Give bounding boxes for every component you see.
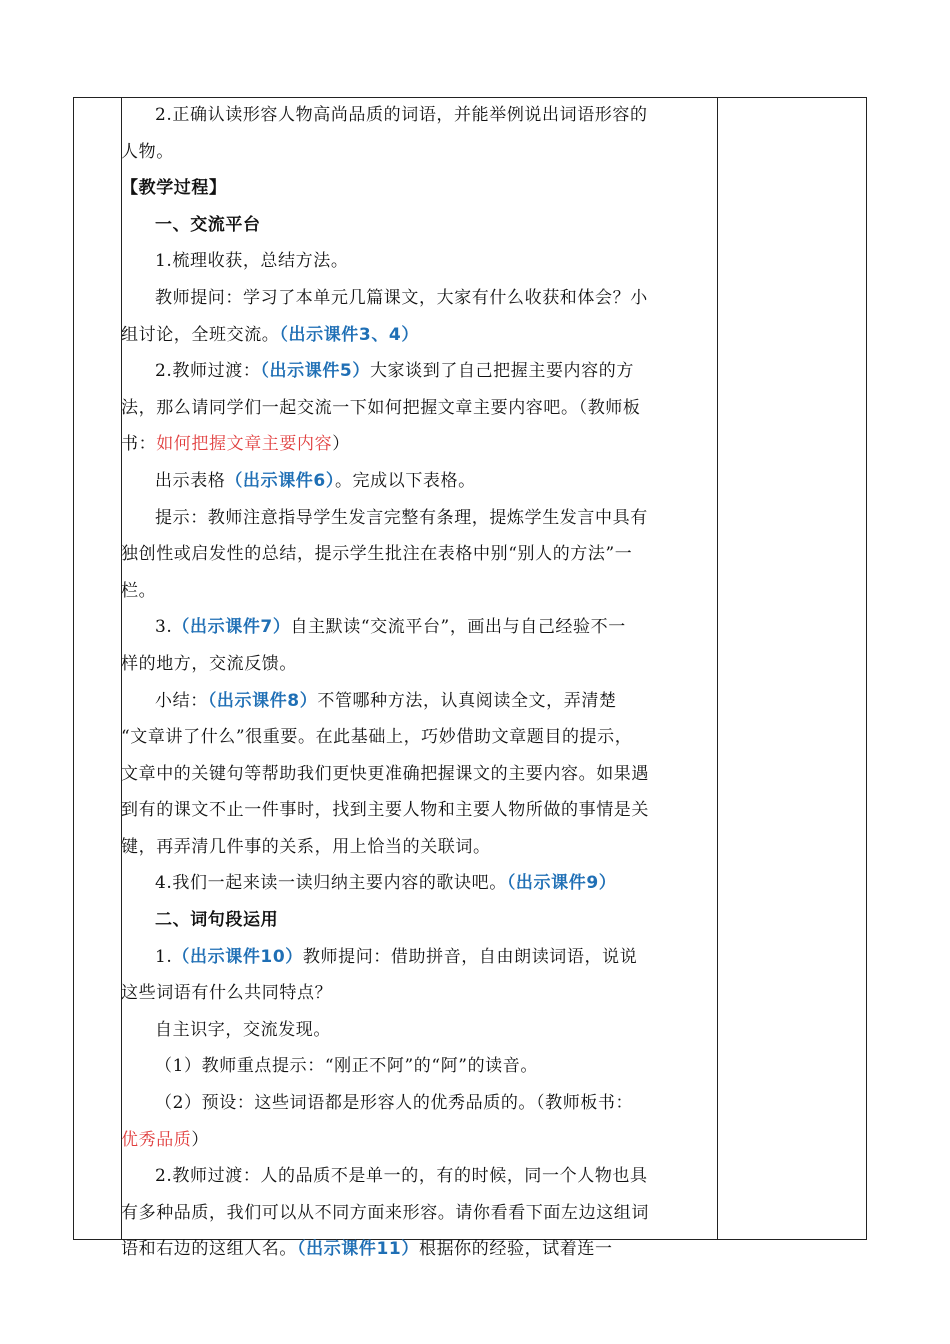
section-heading: 二、词句段运用 [155,910,279,931]
text-run: 栏。 [121,580,157,601]
text-run: 2.正确认读形容人物高尚品质的词语，并能举例说出词语形容的 [155,105,648,125]
text-run: ） [332,434,350,455]
lesson-content [121,97,715,1268]
text-line [121,500,715,537]
text-run: 2.教师过渡： [155,361,261,382]
text-line [121,902,715,939]
text-line [121,1085,715,1122]
text-run: 键，再弄清几件事的关系，用上恰当的关联词。 [121,836,491,857]
section-heading: 【教学过程】 [121,178,227,199]
text-run: 小结： [155,690,208,711]
text-run: 有多种品质，我们可以从不同方面来形容。请你看看下面左边这组词 [121,1202,649,1223]
text-line [121,865,715,902]
text-run: 1.梳理收获，总结方法。 [155,251,349,272]
board-writing: 优秀品质 [121,1129,192,1150]
text-run: 自主识字，交流发现。 [155,1019,331,1040]
text-line [121,353,715,390]
text-run: 语和右边的这组人名。 [121,1239,297,1260]
board-writing: 如何把握文章主要内容 [156,434,333,455]
text-run: 自主默读“交流平台”，画出与自己经验不一 [290,617,626,638]
text-line [121,829,715,866]
text-line [121,719,715,756]
text-run: 4.我们一起来读一读归纳主要内容的歌诀吧。 [155,873,507,894]
text-line [121,1158,715,1195]
text-line [121,536,715,573]
text-run: 样的地方，交流反馈。 [121,653,297,674]
text-line [121,573,715,610]
text-run: 人物。 [121,141,174,162]
text-line [121,243,715,280]
text-run: 不管哪种方法，认真阅读全文，弄清楚 [317,690,617,711]
text-line [121,390,715,427]
text-line [121,609,715,646]
courseware-ref: （出示课件3、4） [279,324,419,345]
text-run: 书： [121,434,157,455]
text-line [121,1012,715,1049]
text-run: 出示表格 [155,470,226,491]
courseware-ref: （出示课件10） [172,946,303,967]
text-line [121,646,715,683]
section-heading: 一、交流平台 [155,214,261,235]
courseware-ref: （出示课件8） [207,690,318,711]
text-line [121,1048,715,1085]
text-run: 法，那么请同学们一起交流一下如何把握文章主要内容吧。（教师板 [121,397,641,418]
text-run: （1）教师重点提示：“刚正不阿”的“阿”的读音。 [155,1056,538,1077]
text-run: 3. [155,617,173,638]
text-line [121,1231,715,1268]
text-run: 。完成以下表格。 [334,470,476,491]
table-column-divider-right [717,98,718,1239]
text-run: 组讨论，全班交流。 [121,324,280,345]
courseware-ref: （出示课件9） [506,873,617,894]
text-run: （2）预设：这些词语都是形容人的优秀品质的。（教师板书： [155,1093,634,1114]
text-run: 大家谈到了自己把握主要内容的方 [369,361,634,382]
text-run: 教师提问：学习了本单元几篇课文，大家有什么收获和体会？小 [155,287,648,308]
text-run: ） [191,1129,210,1150]
text-line [121,463,715,500]
text-run: 2.教师过渡：人的品质不是单一的，有的时候，同一个人物也具 [155,1166,648,1187]
text-line [121,975,715,1012]
text-line [121,756,715,793]
text-line [121,939,715,976]
text-line [121,683,715,720]
text-run: 提示：教师注意指导学生发言完整有条理，提炼学生发言中具有 [155,507,648,528]
text-run: 文章中的关键句等帮助我们更快更准确把握课文的主要内容。如果遇 [121,763,649,784]
text-run: 教师提问：借助拼音，自由朗读词语，说说 [302,946,638,967]
text-run: 这些词语有什么共同特点？ [121,983,333,1004]
text-line [121,170,715,207]
text-line [121,134,715,171]
text-line [121,280,715,317]
text-run: “文章讲了什么”很重要。在此基础上，巧妙借助文章题目的提示， [121,727,633,748]
text-run: 到有的课文不止一件事时，找到主要人物和主要人物所做的事情是关 [121,800,649,821]
text-line [121,207,715,244]
text-line [121,792,715,829]
courseware-ref: （出示课件7） [172,617,291,638]
text-run: 根据你的经验，试着连一 [418,1239,613,1260]
courseware-ref: （出示课件5） [260,361,370,382]
courseware-ref: （出示课件6） [225,470,335,491]
text-run: 独创性或启发性的总结，提示学生批注在表格中别“别人的方法”一 [121,544,633,565]
text-line [121,1122,715,1159]
courseware-ref: （出示课件11） [297,1239,419,1260]
text-line [121,1195,715,1232]
text-line [121,317,715,354]
text-run: 1. [155,946,173,967]
text-line [121,97,715,134]
text-line [121,426,715,463]
